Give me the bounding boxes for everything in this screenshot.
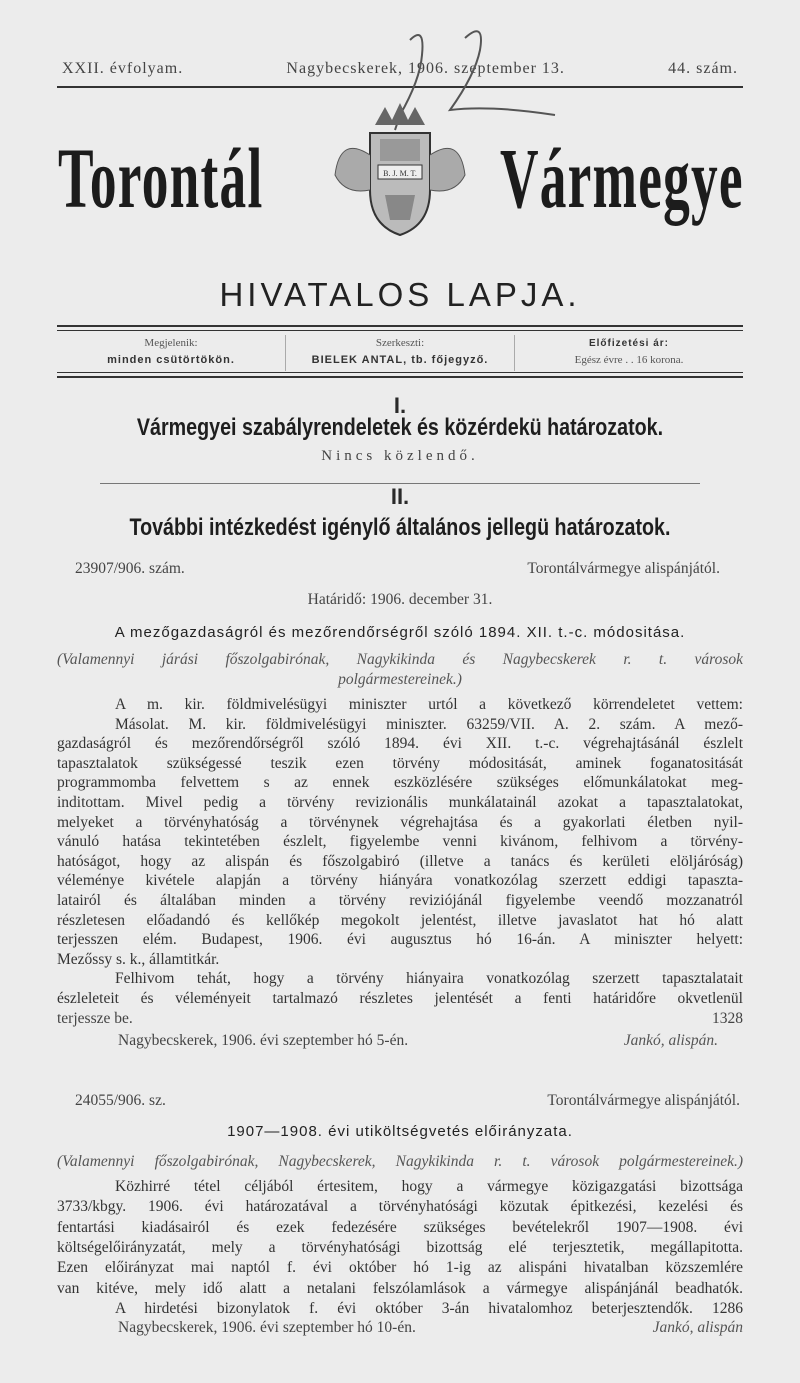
deadline: Határidő: 1906. december 31. [307, 591, 493, 608]
body-line: latairól és általában minden a törvény reviziójánál figyelembe veendő mozzanatról [57, 892, 743, 909]
divider [57, 376, 743, 378]
notice-issuer: Torontálvármegye alispánjától. [547, 1092, 740, 1109]
notice-number: 24055/906. sz. [75, 1092, 166, 1109]
notice-number: 23907/906. szám. [75, 560, 185, 577]
signature: Jankó, alispán [652, 1319, 743, 1336]
place-date: Nagybecskerek, 1906. évi szeptember hó 5-én. [118, 1032, 409, 1049]
notice-header [75, 560, 720, 578]
body-line: A m. kir. földmivelésügyi miniszter urtól a következő körrendeletet vettem: [115, 696, 743, 713]
section-title: További intézkedést igénylő általános jellegü határozatok. [129, 514, 671, 541]
signature: Jankó, alispán. [623, 1032, 718, 1049]
divider [57, 330, 743, 331]
divider [57, 325, 743, 327]
addressee: (Valamennyi járási főszolgabirónak, Nagykikinda és Nagybecskerek r. t. városok [57, 651, 743, 668]
subtitle: HIVATALOS LAPJA. [219, 276, 581, 313]
body-line: programmomba felvettem s az ennek eszközlésére szükséges előmunkálatokat meg- [57, 774, 743, 792]
crest-text: B. J. M. T. [383, 169, 417, 178]
place-date: Nagybecskerek, 1906. szeptember 13. [286, 60, 565, 77]
notice-title: 1907—1908. évi utiköltségvetés előirányzata. [227, 1123, 573, 1140]
notice-title: A mezőgazdaságról és mezőrendőrségről szóló 1894. XII. t.-c. módositása. [114, 624, 686, 641]
body-line: költségelőirányzatát, mely a törvényhatósági bizottság elé terjesztetik, megállapitotta. [57, 1238, 743, 1256]
body-line: véleménye kivétele alapján a törvény hiányára vonatkozólag szerzett eddigi tapaszta- [57, 872, 743, 890]
editor-value: BIELEK ANTAL, tb. főjegyző. [311, 354, 489, 366]
body-line: Másolat. M. kir. földmivelésügyi miniszter. 63259/VII. A. 2. szám. A mező- [115, 715, 743, 733]
body-line: gazdaságról és mezőrendőrségről szóló 1894. évi XII. t.-c. végrehajtásánál észlelt [57, 735, 743, 753]
crest-icon [330, 95, 470, 245]
signature-line [118, 1032, 718, 1050]
editor-label: Szerkeszti: [375, 337, 425, 349]
coat-of-arms [330, 95, 470, 245]
body-line: terjessze be. [57, 1010, 133, 1027]
appears-label: Megjelenik: [144, 337, 198, 349]
title-right: Vármegye [500, 130, 744, 226]
body-line: vánuló hatása tekintetében észlelt, figyelembe venni kivánom, felhivom a törvény- [57, 833, 743, 851]
price-label: Előfizetési ár: [588, 338, 670, 349]
signature-line [118, 1319, 743, 1337]
notice-header [75, 1092, 740, 1110]
body-line: fentartási kiadásairól és ezek fedezésére szükséges bevételekről 1907—1908. évi [57, 1218, 743, 1236]
body-line: inditottam. Mivel pedig a törvény revizionális munkálatainál azokat a tapasztalatokat, [57, 794, 743, 811]
body-line: észleleteit és véleményeit tartalmazó részletes jelentését a fenti határidőre okvetlenül [57, 990, 743, 1007]
price-info [515, 335, 743, 371]
section-title: Vármegyei szabályrendeletek és közérdekü határozatok. [136, 414, 664, 441]
notice-issuer: Torontálvármegye alispánjától. [527, 560, 720, 577]
price-value: Egész évre . . 16 korona. [574, 354, 684, 366]
place-date: Nagybecskerek, 1906. évi szeptember hó 10-én. [118, 1319, 416, 1336]
body-line: hatóságot, hogy az alispán és főszolgabiró (illetve a tanács és kerületi elöljáróság) [57, 852, 743, 870]
body-line: Felhivom tehát, hogy a törvény hiányaira vonatkozólag szerzett tapasztalatait [115, 970, 743, 988]
issue-number: 44. szám. [668, 60, 738, 77]
body-line: Közhirré tétel céljából értesitem, hogy a vármegye közigazgatási bizottsága [115, 1178, 743, 1195]
body-line: Ezen előirányzat mai naptól f. évi október hó 1-ig az alispáni hivatalban közszemlére [57, 1259, 743, 1277]
body-line: részletesen előadandó és kellőkép megokolt jelentést, illetve javaslatot hat hó alatt [57, 911, 743, 929]
volume: XXII. évfolyam. [62, 60, 184, 77]
appears-value: minden csütörtökön. [107, 354, 235, 366]
addressee: polgármestereinek.) [338, 671, 462, 688]
publication-info [57, 335, 743, 371]
body-line: A hirdetési bizonylatok f. évi október 3-án hivatalomhoz beterjesztendők. 1286 [115, 1299, 743, 1317]
notice-body-end [57, 1010, 743, 1028]
section-number: I. [393, 393, 407, 418]
appears-info [57, 335, 286, 371]
body-line: tapasztalatok szükségessé teszik ezen törvény módositását, aminek foganatositását [57, 754, 743, 772]
body-line: Mezőssy s. k., államtitkár. [57, 950, 220, 968]
divider [57, 372, 743, 373]
addressee: (Valamennyi főszolgabirónak, Nagybecskerek, Nagykikinda r. t. városok polgármestereinek.) [57, 1153, 743, 1170]
title-left: Torontál [58, 130, 264, 226]
section-number: II. [390, 484, 410, 509]
section-note: Nincs közlendő. [321, 448, 479, 464]
body-line: terjesszen elém. Budapest, 1906. évi augusztus hó 16-án. A miniszter helyett: [57, 931, 743, 949]
editor-info [286, 335, 515, 371]
body-line: 3733/kbgy. 1906. évi határozatával a törvényhatósági közutak épitkezési, kezelési és [57, 1198, 743, 1216]
reference-number: 1328 [712, 1010, 743, 1027]
body-line: melyeket a törvényhatóság a törvénynek végrehajtása és a gyakorlati életben nyil- [57, 813, 743, 831]
body-line: van kitéve, mely idő alatt a netalani felszólamlások a vármegye alispánjánál beadhatók. [57, 1279, 743, 1297]
